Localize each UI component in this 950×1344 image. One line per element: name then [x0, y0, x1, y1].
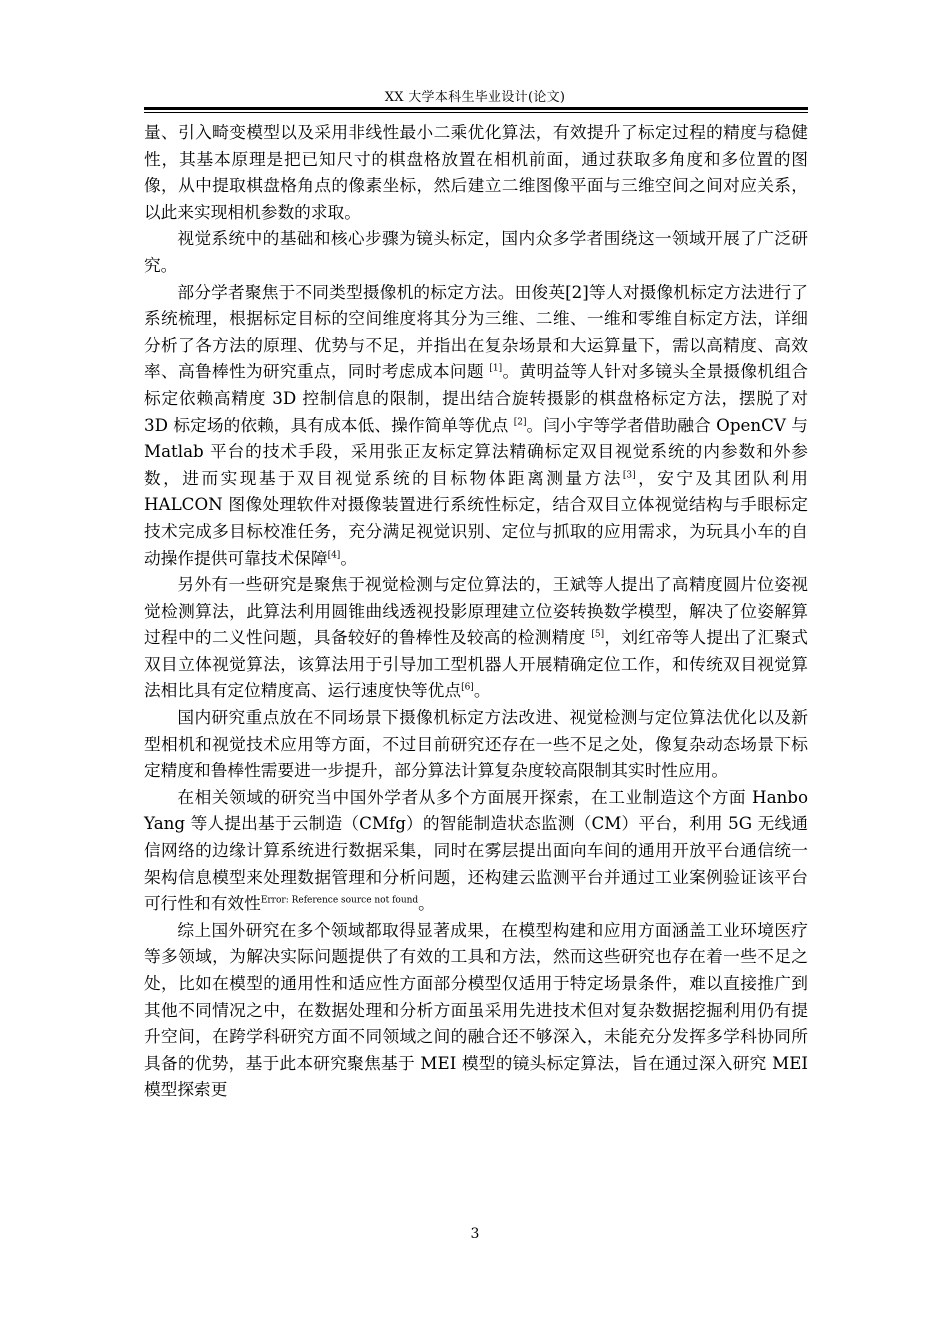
citation: [1] [489, 363, 503, 374]
paragraph-5: 国内研究重点放在不同场景下摄像机标定方法改进、视觉检测与定位算法优化以及新型相机和视觉技术应用等方面，不过目前研究还存在一些不足之处，像复杂动态场景下标定精度和鲁棒性需要进一步提升，部分算法计算复杂度较高限制其实时性应用。 [144, 707, 808, 781]
citation: [6] [461, 682, 474, 693]
header-rule [144, 107, 808, 113]
document-body [144, 119, 808, 1103]
paragraph-3 [144, 279, 808, 572]
citation-error: Error: Reference source not found [260, 895, 419, 906]
citation: [3] [622, 470, 636, 481]
paragraph-1: 量、引入畸变模型以及采用非线性最小二乘优化算法，有效提升了标定过程的精度与稳健性，其基本原理是把已知尺寸的棋盘格放置在相机前面，通过获取多角度和多位置的图像，从中提取棋盘格角点的像素坐标，然后建立二维图像平面与三维空间之间对应关系，以此来实现相机参数的求取。 [144, 122, 808, 222]
paragraph-2: 视觉系统中的基础和核心步骤为镜头标定，国内众多学者围绕这一领域开展了广泛研究。 [144, 228, 808, 275]
text-run: ，安宁及其团队利用 HALCON 图像处理软件对摄像装置进行系统性标定，结合双目立体视觉结构与手眼标定技术完成多目标校准任务，充分满足视觉识别、定位与抓取的应用需求，为玩具小车的自动操作提供可靠技术保障 [144, 467, 808, 568]
text-run: 。黄明益等人针对多镜头全景摄像机组合标定依赖高精度 3D 控制信息的限制，提出结合旋转摄影的棋盘格标定方法，摆脱了对 3D 标定场的依赖，具有成本低、操作简单等优点 [144, 361, 808, 435]
text-run: 在相关领域的研究当中国外学者从多个方面展开探索，在工业制造这个方面 Hanbo Yang 等人提出基于云制造（CMfg）的智能制造状态监测（CM）平台，利用 5G 无线通信网络的边缘计算系统进行数据采集，同时在雾层提出面向车间的通用开放平台通信统一架构信息模型来处理数据管理和分析问题，还构建云监测平台并通过工业案例验证该平台可行性和有效性 [144, 786, 808, 914]
text-run: 。闫小宇等学者借助融合 OpenCV 与 Matlab 平台的技术手段，采用张正友标定算法精确标定双目视觉系统的内参数和外参数，进而实现基于双目视觉系统的目标物体距离测量方法 [144, 414, 808, 488]
page-number: 3 [470, 1226, 480, 1242]
text-run: ，刘红帝等人提出了汇聚式双目立体视觉算法，该算法用于引导加工型机器人开展精确定位工作，和传统双目视觉算法相比具有定位精度高、运行速度快等优点 [144, 627, 808, 701]
text-run: 。 [473, 680, 491, 701]
paragraph-7: 综上国外研究在多个领域都取得显著成果，在模型构建和应用方面涵盖工业环境医疗等多领域，为解决实际问题提供了有效的工具和方法，然而这些研究也存在着一些不足之处，比如在模型的通用性和适应性方面部分模型仅适用于特定场景条件，难以直接推广到其他不同情况之中，在数据处理和分析方面虽采用先进技术但对复杂数据挖掘利用仍有提升空间，在跨学科研究方面不同领域之间的融合还不够深入，未能充分发挥多学科协同所具备的优势，基于此本研究聚焦基于 MEI 模型的镜头标定算法，旨在通过深入研究 MEI 模型探索更 [144, 919, 808, 1100]
paragraph-4 [144, 571, 808, 704]
citation: [5] [591, 629, 605, 640]
text-run: 。 [340, 547, 357, 568]
paragraph-6 [144, 784, 808, 917]
page-header: XX 大学本科生毕业设计(论文) [384, 90, 566, 105]
text-run: 部分学者聚焦于不同类型摄像机的标定方法。田俊英[2]等人对摄像机标定方法进行了系统梳理，根据标定目标的空间维度将其分为三维、二维、一维和零维自标定方法，详细分析了各方法的原理、优势与不足，并指出在复杂场景和大运算量下，需以高精度、高效率、高鲁棒性为研究重点，同时考虑成本问题 [144, 281, 808, 382]
citation: [2] [513, 416, 527, 427]
text-run: 另外有一些研究是聚焦于视觉检测与定位算法的，王斌等人提出了高精度圆片位姿视觉检测算法，此算法利用圆锥曲线透视投影原理建立位姿转换数学模型，解决了位姿解算过程中的二义性问题，具备较好的鲁棒性及较高的检测精度 [144, 574, 808, 648]
citation: [4] [327, 549, 341, 560]
text-run: 。 [418, 893, 435, 914]
